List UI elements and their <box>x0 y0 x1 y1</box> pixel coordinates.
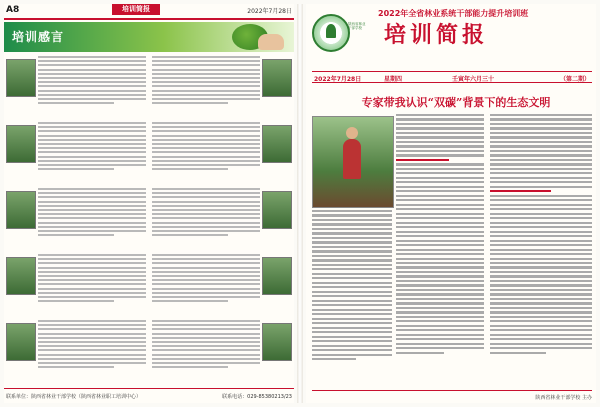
testimonial-text <box>152 320 260 382</box>
expert-photo <box>312 116 394 208</box>
author-photo <box>262 191 292 229</box>
left-masthead: 培训简报 <box>112 4 160 15</box>
testimonial-text <box>152 188 260 250</box>
author-photo <box>262 125 292 163</box>
issue-date: 2022年7月28日 <box>314 75 362 83</box>
right-page-footer <box>312 390 592 401</box>
testimonial-entry <box>6 320 146 384</box>
testimonial-text <box>38 254 146 316</box>
testimonial-entry <box>6 122 146 186</box>
publication-subtitle: 2022年全省林业系统干部能力提升培训班 <box>378 9 529 18</box>
testimonial-entry <box>152 122 292 186</box>
forestry-logo-icon <box>312 14 350 52</box>
section-banner <box>4 22 294 52</box>
issue-number: （第二期） <box>559 75 590 83</box>
testimonial-entry <box>152 188 292 252</box>
page-number: A8 <box>6 5 20 15</box>
article-column-1 <box>312 114 392 384</box>
testimonial-text <box>38 122 146 184</box>
testimonial-text <box>38 56 146 118</box>
page-gutter <box>297 4 303 403</box>
testimonial-text <box>152 56 260 118</box>
lunar-date: 壬寅年六月三十 <box>452 75 495 83</box>
article-text <box>490 114 592 356</box>
testimonial-entry <box>152 254 292 318</box>
footer-publisher: 陕西省林业干部学校 主办 <box>535 395 592 401</box>
testimonial-text <box>152 254 260 316</box>
hand-icon <box>258 34 284 50</box>
author-photo <box>6 191 36 229</box>
issue-info-bar <box>312 71 592 83</box>
left-page <box>4 4 294 403</box>
author-photo <box>6 323 36 361</box>
author-photo <box>6 125 36 163</box>
article-headline: 专家带我认识“双碳”背景下的生态文明 <box>361 96 551 109</box>
footer-contact-phone: 联系电话：029-85380213/23 <box>222 394 292 400</box>
left-page-footer <box>4 388 294 403</box>
author-photo <box>262 323 292 361</box>
article-text <box>396 114 484 356</box>
author-photo <box>262 257 292 295</box>
testimonial-column-left <box>6 56 146 386</box>
article-column-3 <box>490 114 592 384</box>
testimonial-text <box>152 122 260 184</box>
article-text <box>312 210 392 362</box>
left-page-header <box>4 4 294 20</box>
testimonial-entry <box>6 188 146 252</box>
org-name: 陕西省林业干部学校 <box>348 22 366 30</box>
testimonial-entry <box>6 56 146 120</box>
article-body <box>312 114 592 390</box>
author-photo <box>262 59 292 97</box>
banner-title: 培训感言 <box>12 30 65 44</box>
author-photo <box>6 59 36 97</box>
testimonial-column-right <box>152 56 292 386</box>
testimonial-entry <box>6 254 146 318</box>
left-date: 2022年7月28日 <box>247 8 292 15</box>
testimonial-entry <box>152 320 292 384</box>
publication-title: 培训简报 <box>384 22 489 48</box>
testimonial-text <box>38 188 146 250</box>
testimonial-columns <box>6 56 292 386</box>
testimonial-text <box>38 320 146 382</box>
testimonial-entry <box>152 56 292 120</box>
article-column-2 <box>396 114 484 384</box>
footer-contact-unit: 联系单位：陕西省林业干部学校（陕西省林业职工培训中心） <box>6 394 142 400</box>
author-photo <box>6 257 36 295</box>
weekday: 星期四 <box>384 75 403 83</box>
right-page <box>306 4 596 403</box>
